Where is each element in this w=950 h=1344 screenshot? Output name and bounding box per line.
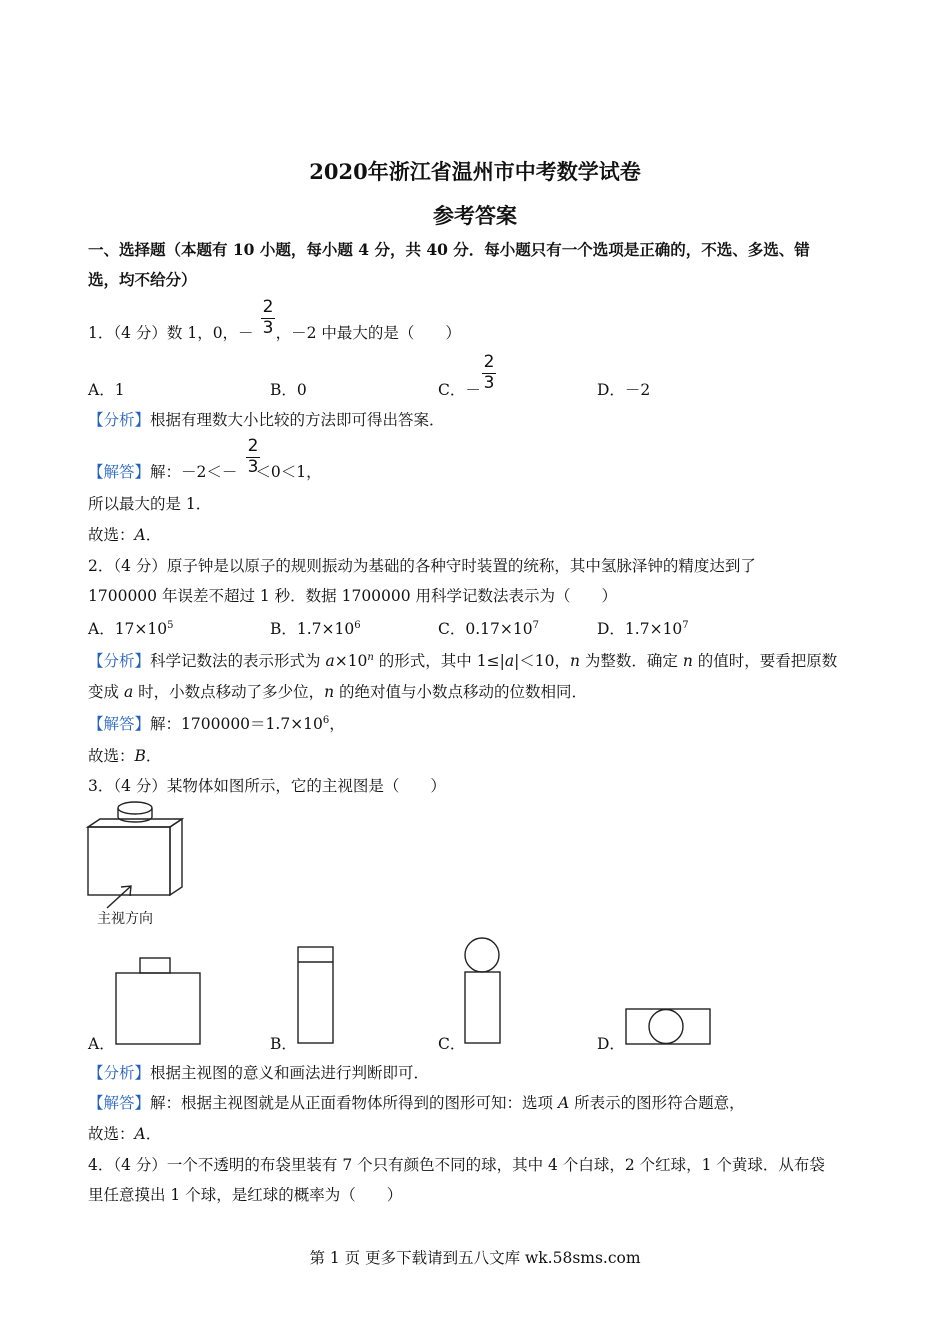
q1-option-c-frac-num: 2: [483, 352, 495, 372]
q2-analysis-line1: 【分析】科学记数法的表示形式为 $a\times 10^n$ 的形式，其中 1≤|a|＜10，n 为整数．确定 n 的值时，要看把原数: [88, 651, 838, 670]
q3-option-c: C．: [438, 1035, 466, 1053]
page-footer: 第 1 页 更多下载请到五八文库 wk.58sms.com: [309, 1249, 641, 1267]
q1-option-d: D．－2: [597, 381, 651, 399]
q3-option-d: D．: [597, 1035, 625, 1053]
q1-answer-frac-den: 3: [247, 457, 259, 477]
q1-analysis: 【分析】根据有理数大小比较的方法即可得出答案．: [88, 411, 445, 429]
q3-figure-label: 主视方向: [97, 911, 153, 927]
q2-option-c: C．$0.17\times 10^7$: [438, 619, 539, 638]
q1-option-b: B．0: [270, 381, 307, 399]
q2-answer: 【解答】解：$1700000=1.7\times 10^6$，: [88, 714, 345, 733]
q1-frac-den: 3: [262, 318, 274, 338]
q3-stem: 3．（4 分）某物体如图所示，它的主视图是（ ）: [88, 777, 446, 795]
q3-option-a-figure: [114, 956, 204, 1048]
section-heading-line1: 一、选择题（本题有 10 小题，每小题 4 分，共 40 分．每小题只有一个选项是正确的，不选、多选、错: [88, 240, 810, 259]
q2-choice: 故选：B．: [88, 747, 162, 765]
q2-option-d: D．$1.7\times 10^7$: [597, 619, 689, 638]
q3-option-c-figure: [463, 936, 503, 1048]
q1-option-c-frac-den: 3: [483, 373, 495, 393]
q4-stem-line2: 里任意摸出 1 个球，是红球的概率为（ ）: [88, 1186, 403, 1204]
q1-choice: 故选：A．: [88, 526, 162, 544]
q3-option-b-figure: [296, 945, 336, 1047]
q2-stem-line1: 2．（4 分）原子钟是以原子的规则振动为基础的各种守时装置的统称，其中氢脉泽钟的精度达到了: [88, 557, 756, 575]
q1-conclusion: 所以最大的是 1．: [88, 495, 212, 513]
q4-stem-line1: 4．（4 分）一个不透明的布袋里装有 7 个只有颜色不同的球，其中 4 个白球，2 个红球，1 个黄球．从布袋: [88, 1156, 825, 1174]
q3-analysis: 【分析】根据主视图的意义和画法进行判断即可．: [88, 1064, 430, 1082]
q3-option-b: B．: [270, 1035, 297, 1053]
q2-analysis-line2: 变成 a 时，小数点移动了多少位，n 的绝对值与小数点移动的位数相同．: [88, 683, 588, 701]
q2-option-a: A．$17\times 10^5$: [88, 619, 174, 638]
q1-option-a: A．1: [88, 381, 125, 399]
page-subtitle: 参考答案: [433, 203, 517, 228]
q1-answer-frac-num: 2: [247, 436, 259, 456]
q1-stem: 1．（4 分）数 1，0，－ ，－2 中最大的是（ ）: [88, 324, 461, 342]
q1-frac-num: 2: [262, 297, 274, 317]
q2-stem-line2: 1700000 年误差不超过 1 秒．数据 1700000 用科学记数法表示为（ ）: [88, 587, 618, 605]
q2-option-b: B．$1.7\times 10^6$: [270, 619, 361, 638]
q3-option-d-figure: [624, 1007, 714, 1047]
q1-option-c: C．－: [438, 381, 481, 399]
q3-answer: 【解答】解：根据主视图就是从正面看物体所得到的图形可知：选项 A 所表示的图形符合题意，: [88, 1094, 745, 1112]
q1-answer: 【解答】解：－2＜－ ＜0＜1，: [88, 463, 322, 481]
q3-choice: 故选：A．: [88, 1125, 162, 1143]
section-heading-line2: 选，均不给分）: [88, 270, 197, 289]
q3-option-a: A．: [88, 1035, 115, 1053]
page-title: 2020年浙江省温州市中考数学试卷: [309, 159, 641, 184]
